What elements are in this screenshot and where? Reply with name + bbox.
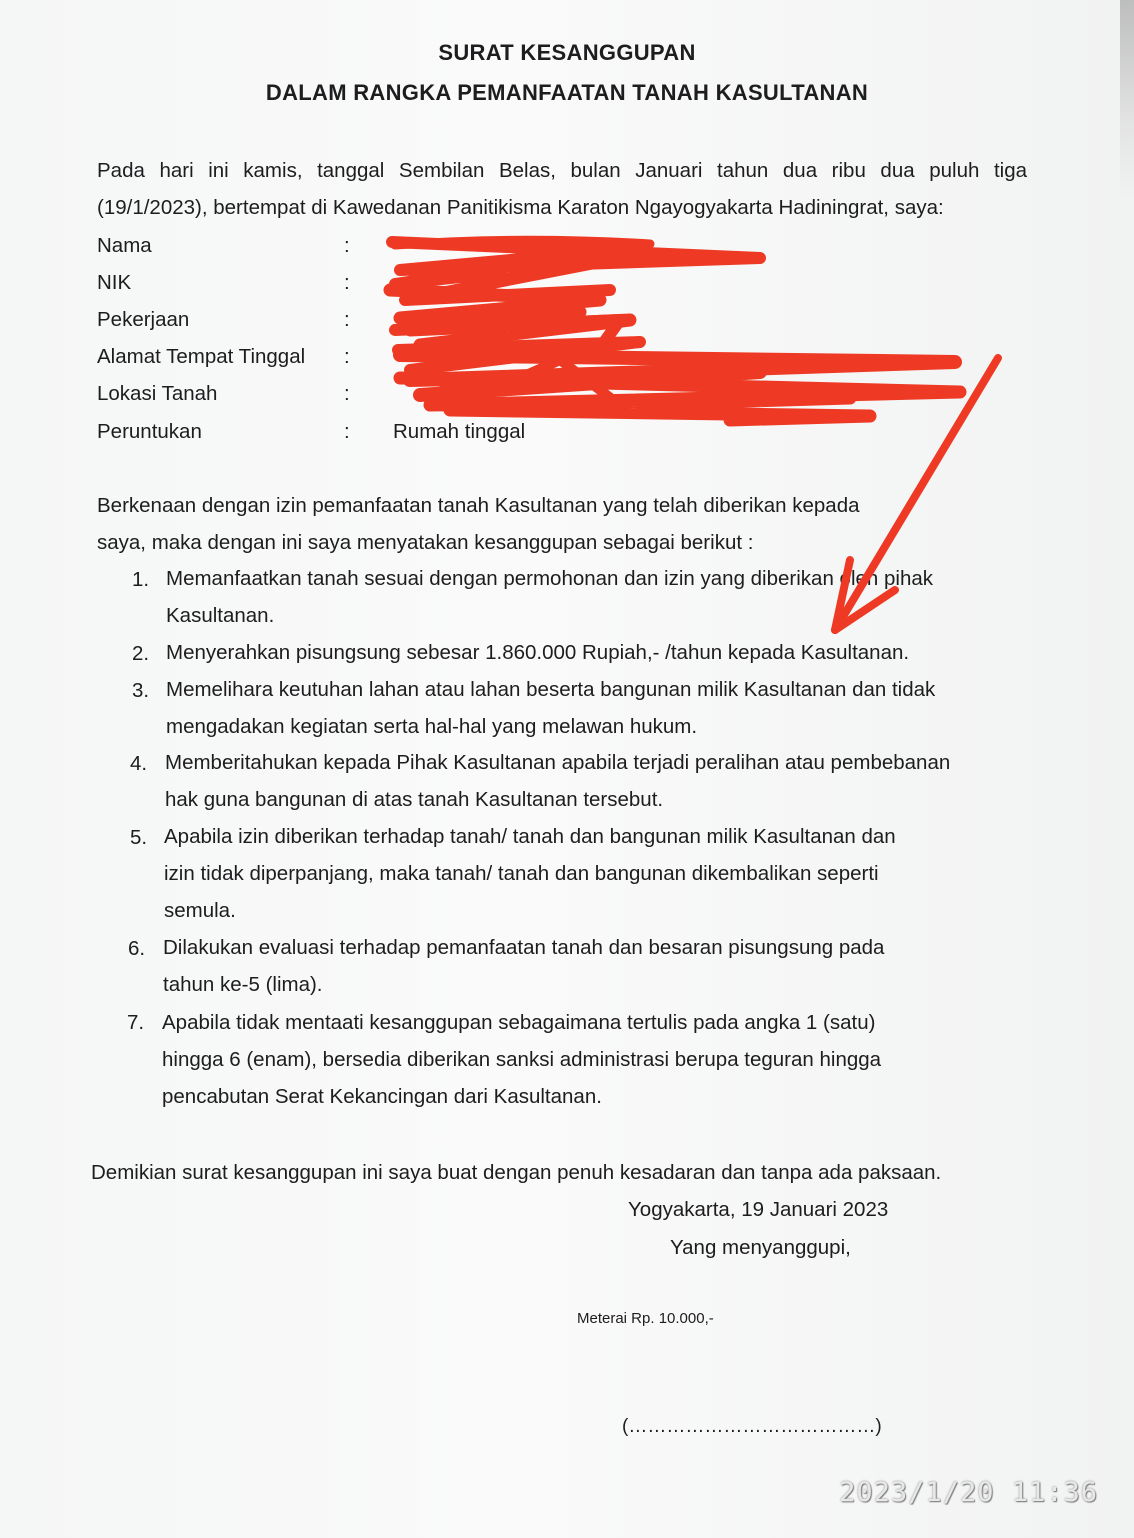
list-item-line: Menyerahkan pisungsung sebesar 1.860.000 Rupiah,- /tahun kepada Kasultanan. [166,641,910,664]
field-colon: : [344,382,350,405]
field-value-peruntukan: Rumah tinggal [393,420,526,443]
list-item-number: 5. [130,826,148,849]
list-item-line: Apabila izin diberikan terhadap tanah/ tanah dan bangunan milik Kasultanan dan [164,825,896,848]
signer-role: Yang menyanggupi, [670,1236,851,1259]
redaction-scribble [390,240,960,420]
list-item-line: Memberitahukan kepada Pihak Kasultanan apabila terjadi peralihan atau pembebanan [165,751,951,774]
list-item-line: Memanfaatkan tanah sesuai dengan permohonan dan izin yang diberikan oleh pihak [166,567,934,590]
list-item-line: hak guna bangunan di atas tanah Kasultanan tersebut. [165,788,664,811]
statement-line-1: Berkenaan dengan izin pemanfaatan tanah Kasultanan yang telah diberikan kepada [97,494,860,517]
field-label-lokasi-tanah: Lokasi Tanah [97,382,218,405]
statement-line-2: saya, maka dengan ini saya menyatakan kesanggupan sebagai berikut : [97,531,754,554]
list-item-number: 1. [132,568,150,591]
list-item-line: Apabila tidak mentaati kesanggupan sebagaimana tertulis pada angka 1 (satu) [162,1011,876,1034]
intro-line-1: Pada hari ini kamis, tanggal Sembilan Belas, bulan Januari tahun dua ribu dua puluh tiga [97,159,1027,182]
field-label-peruntukan: Peruntukan [97,420,202,443]
field-colon: : [344,234,350,257]
list-item-number: 2. [132,642,150,665]
list-item-line: pencabutan Serat Kekancingan dari Kasultanan. [162,1085,602,1108]
list-item-line: mengadakan kegiatan serta hal-hal yang melawan hukum. [166,715,698,738]
field-label-nama: Nama [97,234,152,257]
list-item-line: izin tidak diperpanjang, maka tanah/ tanah dan bangunan dikembalikan seperti [164,862,879,885]
signature-name-line: (…………………………………) [622,1416,882,1437]
photo-timestamp: 2023/1/20 11:36 [839,1477,1098,1508]
field-label-alamat: Alamat Tempat Tinggal [97,345,306,368]
field-colon: : [344,420,350,443]
place-date: Yogyakarta, 19 Januari 2023 [628,1198,889,1221]
field-colon: : [344,271,350,294]
list-item-number: 6. [128,937,146,960]
list-item-line: Kasultanan. [166,604,275,627]
list-item-line: Memelihara keutuhan lahan atau lahan beserta bangunan milik Kasultanan dan tidak [166,678,936,701]
field-colon: : [344,308,350,331]
list-item-line: semula. [164,899,236,922]
field-label-pekerjaan: Pekerjaan [97,308,190,331]
intro-line-2: (19/1/2023), bertempat di Kawedanan Panitikisma Karaton Ngayogyakarta Hadiningrat, saya: [97,196,944,219]
field-colon: : [344,345,350,368]
document-subtitle: DALAM RANGKA PEMANFAATAN TANAH KASULTANAN [265,80,869,105]
list-item-line: Dilakukan evaluasi terhadap pemanfaatan tanah dan besaran pisungsung pada [163,936,885,959]
document-title: SURAT KESANGGUPAN [438,40,696,65]
list-item-line: hingga 6 (enam), bersedia diberikan sanksi administrasi berupa teguran hingga [162,1048,882,1071]
list-item-line: tahun ke-5 (lima). [163,973,323,996]
meterai-label: Meterai Rp. 10.000,- [577,1310,714,1327]
closing-paragraph: Demikian surat kesanggupan ini saya buat dengan penuh kesadaran dan tanpa ada paksaan. [91,1161,942,1184]
list-item-number: 4. [130,752,148,775]
field-label-nik: NIK [97,271,132,294]
list-item-number: 7. [127,1011,145,1034]
list-item-number: 3. [132,679,150,702]
